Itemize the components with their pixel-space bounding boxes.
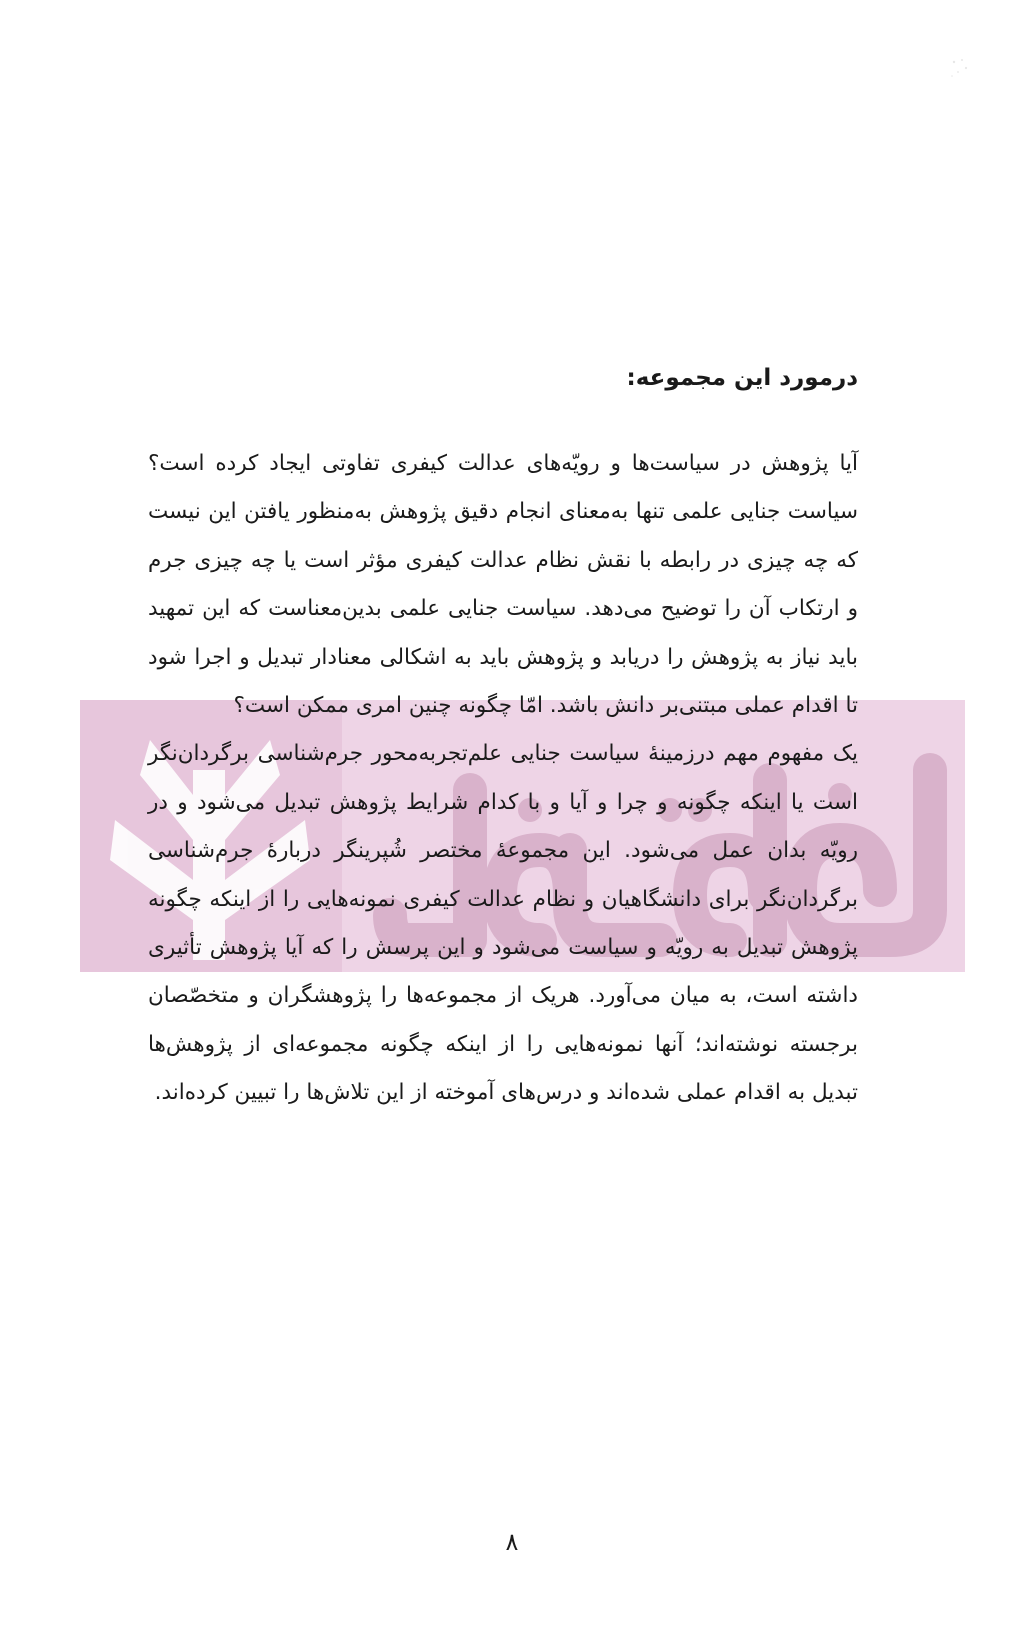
page-body bbox=[148, 358, 858, 1118]
paragraph-intro: آیا پژوهش در سیاست‌ها و رویّه‌های عدالت کیفری تفاوتی ایجاد کرده است؟ سیاست جنایی علمی تنها به‌معنای انجام دقیق پژوهش به‌منظور یافتن این نیست که چه چیزی در رابطه با نقش نظام عدالت کیفری مؤثر است یا چه چیزی جرم و ارتکاب آن را توضیح می‌دهد. سیاست جنایی علمی بدین‌معناست که این تمهید باید نیاز به پژوهش را دریابد و پژوهش باید به اشکالی معنادار تبدیل و اجرا شود تا اقدام عملی مبتنی‌بر دانش باشد. امّا چگونه چنین امری ممکن است؟ bbox=[148, 451, 858, 719]
scan-speck-decoration bbox=[948, 56, 972, 80]
section-heading: درمورد این مجموعه: bbox=[626, 365, 858, 391]
page-number: ۸ bbox=[505, 1528, 519, 1556]
paragraph-series-description: یک مفهوم مهم درزمینهٔ سیاست جنایی علم‌تجربه‌محور جرم‌شناسی برگردان‌نگر است یا اینکه چگونه و چرا و آیا و با کدام شرایط پژوهش تبدیل می‌شود و در رویّه بدان عمل می‌شود. این مجموعهٔ مختصر شُپرینگر دربارهٔ جرم‌شناسی برگردان‌نگر برای دانشگاهیان و نظام عدالت کیفری نمونه‌هایی را از اینکه چگونه پژوهش تبدیل به رویّه و سیاست می‌شود و این پرسش را که آیا پژوهش تأثیری داشته است، به میان می‌آورد. هریک از مجموعه‌ها را پژوهشگران و متخصّصان برجسته نوشته‌اند؛ آنها نمونه‌هایی را از اینکه چگونه مجموعه‌ای از پژوهش‌ها تبدیل به اقدام عملی شده‌اند و درس‌های آموخته از این تلاش‌ها را تبیین کرده‌اند. bbox=[148, 741, 858, 1106]
